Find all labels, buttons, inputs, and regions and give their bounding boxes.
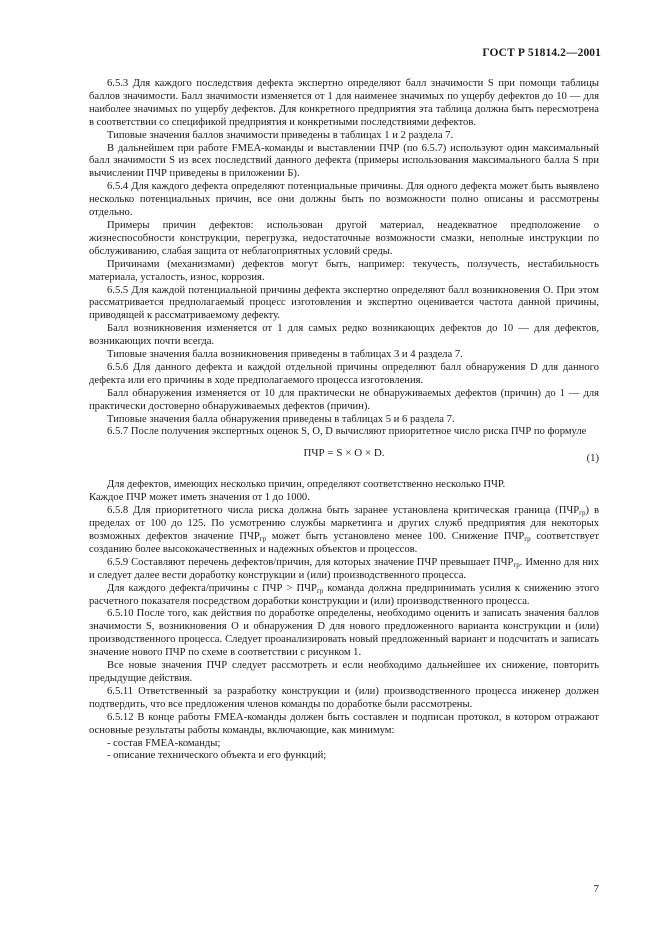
text-run: соответствует созданию более высококачественных и надежных объектов и процессов. <box>89 531 600 555</box>
paragraph: Типовые значения балла обнаружения приведены в таблицах 5 и 6 раздела 7. <box>107 413 455 425</box>
text-run: Для каждого дефекта/причины с ПЧР > ПЧР <box>107 582 317 594</box>
paragraph-6-5-5: 6.5.5 Для каждой потенциальной причины дефекта экспертно определяют балл возникновения О. При этом рассматривается предполагаемый процесс изготовления и экспертно оценивается частота данной причины, приводящей к рассматриваемому дефекту. <box>89 284 599 322</box>
paragraph: В дальнейшем при работе FMEA-команды и выставлении ПЧР (по 6.5.7) используют один максимальный балл значимости S из всех последствий данного дефекта (примеры использования максимального балла S при вычислении ПЧР приведены в приложении Б). <box>89 142 599 180</box>
formula-expression: ПЧР = S × O × D. <box>303 447 385 460</box>
paragraph: Причинами (механизмами) дефектов могут быть, например: текучесть, ползучесть, нестабильность материала, усталость, износ, коррозия. <box>89 258 599 283</box>
paragraph-6-5-7: 6.5.7 После получения экспертных оценок S, О, D вычисляют приоритетное число риска ПЧР по формуле <box>107 426 587 438</box>
subscript: гр <box>316 586 324 595</box>
paragraph: Каждое ПЧР может иметь значения от 1 до 1000. <box>89 492 310 504</box>
paragraph-6-5-6: 6.5.6 Для данного дефекта и каждой отдельной причины определяют балл обнаружения D для данного дефекта или его причины в ходе предполагаемого процесса изготовления. <box>89 361 599 386</box>
subscript: гр <box>524 535 531 543</box>
standard-header: ГОСТ Р 51814.2—2001 <box>482 47 601 59</box>
page-number: 7 <box>593 883 599 895</box>
text-run: . Именно для них и следует далее вести доработку конструкции и (или) производственного процесса. <box>89 556 599 581</box>
paragraph: Балл обнаружения изменяется от 10 для практически не обнаруживаемых дефектов (причин) до 1 — для практически достоверно обнаруживаемых дефектов (причин). <box>89 387 599 412</box>
paragraph: Для дефектов, имеющих несколько причин, определяют соответственно несколько ПЧР. <box>107 479 506 491</box>
paragraph: Примеры причин дефектов: использован другой материал, неадекватное предположение о жизнеспособности конструкции, перегрузка, недостаточные возможности смазки, неполные инструкции по обслуживанию, слабая защита от неблагоприятных условий среды. <box>89 219 599 257</box>
text-run: может быть установлено менее 100. Снижение ПЧР <box>266 531 525 542</box>
paragraph: Все новые значения ПЧР следует рассмотреть и если необходимо дальнейшее их снижение, повторить предыдущие действия. <box>89 660 599 684</box>
formula-1 <box>89 439 599 479</box>
text-run: команда должна предпринимать усилия к снижению этого расчетного показателя посредством доработки конструкции и (или) производственного процесса. <box>89 582 599 607</box>
paragraph-6-5-12: 6.5.12 В конце работы FMEA-команды должен быть составлен и подписан протокол, в котором отражают основные результаты работы команды, включающие, как минимум: <box>89 711 599 736</box>
paragraph-6-5-8 <box>89 505 599 557</box>
subscript: гр <box>513 560 520 569</box>
paragraph: Балл возникновения изменяется от 1 для самых редко возникающих дефектов до 10 — для дефектов, возникающих почти всегда. <box>89 323 599 348</box>
text-run: ) в пределах от 100 до 125. По усмотрению службы маркетинга и других служб предприятия для некоторых возможных дефектов значение ПЧР <box>89 505 599 542</box>
subscript: гр <box>259 535 267 543</box>
paragraph: Типовые значения баллов значимости приведены в таблицах 1 и 2 раздела 7. <box>107 129 454 141</box>
paragraph-6-5-11: 6.5.11 Ответственный за разработку конструкции и (или) производственного процесса инженер должен подтвердить, что все предложения членов команды по доработке были рассмотрены. <box>89 685 599 710</box>
formula-number: (1) <box>586 453 599 465</box>
paragraph-6-5-9 <box>89 557 599 583</box>
subscript: гр <box>579 509 586 518</box>
paragraph <box>89 583 599 609</box>
text-run: 6.5.9 Составляют перечень дефектов/причин, для которых значение ПЧР превышает ПЧР <box>107 556 514 568</box>
list-item: - описание технического объекта и его функций; <box>107 750 327 762</box>
paragraph-6-5-4: 6.5.4 Для каждого дефекта определяют потенциальные причины. Для одного дефекта может быть выявлено несколько потенциальных причин, все они должны быть по возможности полно описаны и рассмотрены отдельно. <box>89 181 599 219</box>
document-body <box>89 78 599 763</box>
text-run: 6.5.8 Для приоритетного числа риска должна быть заранее установлена критическая граница (ПЧР <box>107 505 580 517</box>
list-item: - состав FMEA-команды; <box>107 737 221 749</box>
paragraph: Типовые значения балла возникновения приведены в таблицах 3 и 4 раздела 7. <box>107 349 463 361</box>
paragraph-6-5-3: 6.5.3 Для каждого последствия дефекта экспертно определяют балл значимости S при помощи таблицы баллов значимости. Балл значимости изменяется от 1 для наименее значимых по ущербу дефектов до 10 — для наиболее значимых по ущербу дефектов. Для конкретного предприятия эта таблица должна быть пересмотрена в соответствии со спецификой предприятия и конкретными последствиями дефектов. <box>89 78 599 128</box>
paragraph-6-5-10: 6.5.10 После того, как действия по доработке определены, необходимо оценить и записать значения баллов значимости S, возникновения О и обнаружения D для нового предложенного варианта конструкции и (или) производственного процесса. Следует проанализировать новый предложенный вариант и подсчитать и записать значение нового ПЧР по схеме в соответствии с рисунком 1. <box>89 608 599 659</box>
